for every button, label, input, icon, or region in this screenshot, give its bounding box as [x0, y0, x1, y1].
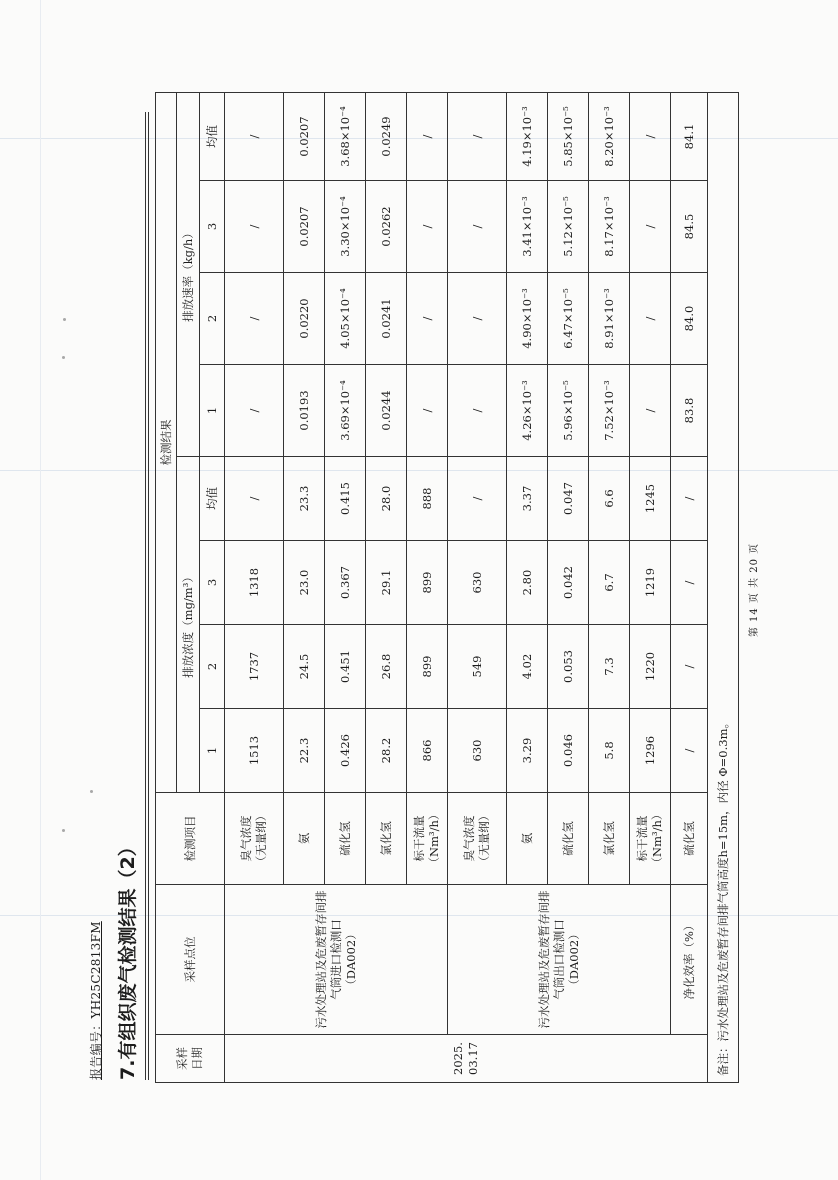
value-cell: / — [225, 365, 284, 457]
value-cell: 0.0193 — [284, 365, 325, 457]
value-cell: / — [671, 541, 708, 625]
value-cell: 0.042 — [548, 541, 589, 625]
item-odor-inlet: 臭气浓度 （无量纲） — [225, 793, 284, 885]
value-cell: 866 — [407, 709, 448, 793]
value-cell: 0.0244 — [366, 365, 407, 457]
value-cell: 26.8 — [366, 625, 407, 709]
value-cell: 899 — [407, 541, 448, 625]
header-conc-avg: 均值 — [200, 457, 225, 541]
value-cell: / — [448, 365, 507, 457]
value-cell: 0.451 — [325, 625, 366, 709]
value-cell: 3.69×10⁻⁴ — [325, 365, 366, 457]
value-cell: 3.68×10⁻⁴ — [325, 93, 366, 181]
value-cell: 630 — [448, 709, 507, 793]
value-cell: 1737 — [225, 625, 284, 709]
value-cell: 1513 — [225, 709, 284, 793]
value-cell: 4.19×10⁻³ — [507, 93, 548, 181]
value-cell: 29.1 — [366, 541, 407, 625]
value-cell: / — [407, 273, 448, 365]
value-cell: 24.5 — [284, 625, 325, 709]
value-cell: / — [448, 181, 507, 273]
item-hcl-inlet: 氯化氢 — [366, 793, 407, 885]
header-rate-2: 2 — [200, 273, 225, 365]
header-rate-3: 3 — [200, 181, 225, 273]
value-cell: 5.8 — [589, 709, 630, 793]
header-rate-1: 1 — [200, 365, 225, 457]
value-cell: 0.0207 — [284, 93, 325, 181]
item-h2s-efficiency: 硫化氢 — [671, 793, 708, 885]
value-cell: / — [671, 625, 708, 709]
value-cell: 6.47×10⁻⁵ — [548, 273, 589, 365]
value-cell: / — [671, 457, 708, 541]
value-cell: 84.5 — [671, 181, 708, 273]
efficiency-label: 净化效率（%） — [671, 885, 708, 1035]
page-number: 第 14 页 共 20 页 — [749, 542, 760, 638]
value-cell: / — [225, 181, 284, 273]
value-cell: 23.0 — [284, 541, 325, 625]
value-cell: 2.80 — [507, 541, 548, 625]
value-cell: 22.3 — [284, 709, 325, 793]
value-cell: / — [225, 457, 284, 541]
value-cell: 5.85×10⁻⁵ — [548, 93, 589, 181]
value-cell: 23.3 — [284, 457, 325, 541]
title-rule — [148, 112, 149, 1080]
value-cell: 6.6 — [589, 457, 630, 541]
outlet-location: 污水处理站及危废暂存间排气筒出口检测口 （DA002） — [448, 885, 671, 1035]
item-h2s-inlet: 硫化氢 — [325, 793, 366, 885]
value-cell: / — [630, 273, 671, 365]
value-cell: 1219 — [630, 541, 671, 625]
value-cell: 3.29 — [507, 709, 548, 793]
value-cell: 0.0220 — [284, 273, 325, 365]
value-cell: 84.1 — [671, 93, 708, 181]
value-cell: 3.30×10⁻⁴ — [325, 181, 366, 273]
value-cell: 3.37 — [507, 457, 548, 541]
value-cell: 8.91×10⁻³ — [589, 273, 630, 365]
section-title: 7.有组织废气检测结果（2） — [117, 837, 139, 1080]
item-flow-outlet: 标干流量（Nm³/h） — [630, 793, 671, 885]
value-cell: / — [225, 273, 284, 365]
value-cell: 0.047 — [548, 457, 589, 541]
value-cell: 1318 — [225, 541, 284, 625]
value-cell: / — [671, 709, 708, 793]
value-cell: 549 — [448, 625, 507, 709]
value-cell: 0.053 — [548, 625, 589, 709]
value-cell: 0.415 — [325, 457, 366, 541]
value-cell: / — [630, 93, 671, 181]
value-cell: / — [407, 181, 448, 273]
value-cell: / — [225, 93, 284, 181]
value-cell: 83.8 — [671, 365, 708, 457]
value-cell: / — [448, 457, 507, 541]
value-cell: 7.3 — [589, 625, 630, 709]
header-conc-2: 2 — [200, 625, 225, 709]
value-cell: 0.0249 — [366, 93, 407, 181]
header-location: 采样点位 — [156, 885, 225, 1035]
item-odor-outlet: 臭气浓度 （无量纲） — [448, 793, 507, 885]
value-cell: 28.2 — [366, 709, 407, 793]
value-cell: 6.7 — [589, 541, 630, 625]
value-cell: 0.426 — [325, 709, 366, 793]
report-number: 报告编号：YH25C2813FM — [89, 921, 103, 1080]
item-h2s-outlet: 硫化氢 — [548, 793, 589, 885]
header-concentration: 排放浓度（mg/m³） — [177, 457, 200, 793]
value-cell: 630 — [448, 541, 507, 625]
value-cell: 5.96×10⁻⁵ — [548, 365, 589, 457]
item-ammonia-outlet: 氨 — [507, 793, 548, 885]
value-cell: 899 — [407, 625, 448, 709]
value-cell: / — [448, 273, 507, 365]
value-cell: 0.0207 — [284, 181, 325, 273]
header-conc-3: 3 — [200, 541, 225, 625]
value-cell: 8.20×10⁻³ — [589, 93, 630, 181]
sampling-date: 2025. 03.17 — [225, 1035, 708, 1083]
header-conc-1: 1 — [200, 709, 225, 793]
value-cell: / — [407, 365, 448, 457]
value-cell: / — [630, 365, 671, 457]
header-rate: 排放速率（kg/h） — [177, 93, 200, 457]
value-cell: 888 — [407, 457, 448, 541]
table-note: 备注：污水处理站及危废暂存间排气筒高度h=15m，内径 Φ=0.3m。 — [708, 93, 739, 1083]
value-cell: 1220 — [630, 625, 671, 709]
item-hcl-outlet: 氯化氢 — [589, 793, 630, 885]
value-cell: 8.17×10⁻³ — [589, 181, 630, 273]
item-ammonia-inlet: 氨 — [284, 793, 325, 885]
value-cell: / — [448, 93, 507, 181]
value-cell: 7.52×10⁻³ — [589, 365, 630, 457]
value-cell: 0.0262 — [366, 181, 407, 273]
value-cell: 5.12×10⁻⁵ — [548, 181, 589, 273]
header-results: 检测结果 — [156, 93, 177, 793]
value-cell: 3.41×10⁻³ — [507, 181, 548, 273]
header-date: 采样 日期 — [156, 1035, 225, 1083]
value-cell: / — [407, 93, 448, 181]
item-flow-inlet: 标干流量（Nm³/h） — [407, 793, 448, 885]
value-cell: 0.046 — [548, 709, 589, 793]
value-cell: 4.26×10⁻³ — [507, 365, 548, 457]
value-cell: 0.0241 — [366, 273, 407, 365]
value-cell: / — [630, 181, 671, 273]
value-cell: 84.0 — [671, 273, 708, 365]
value-cell: 4.02 — [507, 625, 548, 709]
value-cell: 0.367 — [325, 541, 366, 625]
value-cell: 1296 — [630, 709, 671, 793]
results-table — [155, 92, 739, 1083]
header-item: 检测项目 — [156, 793, 225, 885]
value-cell: 28.0 — [366, 457, 407, 541]
value-cell: 4.05×10⁻⁴ — [325, 273, 366, 365]
value-cell: 4.90×10⁻³ — [507, 273, 548, 365]
value-cell: 1245 — [630, 457, 671, 541]
inlet-location: 污水处理站及危废暂存间排气筒进口检测口 （DA002） — [225, 885, 448, 1035]
title-rule — [145, 112, 146, 1080]
header-rate-avg: 均值 — [200, 93, 225, 181]
